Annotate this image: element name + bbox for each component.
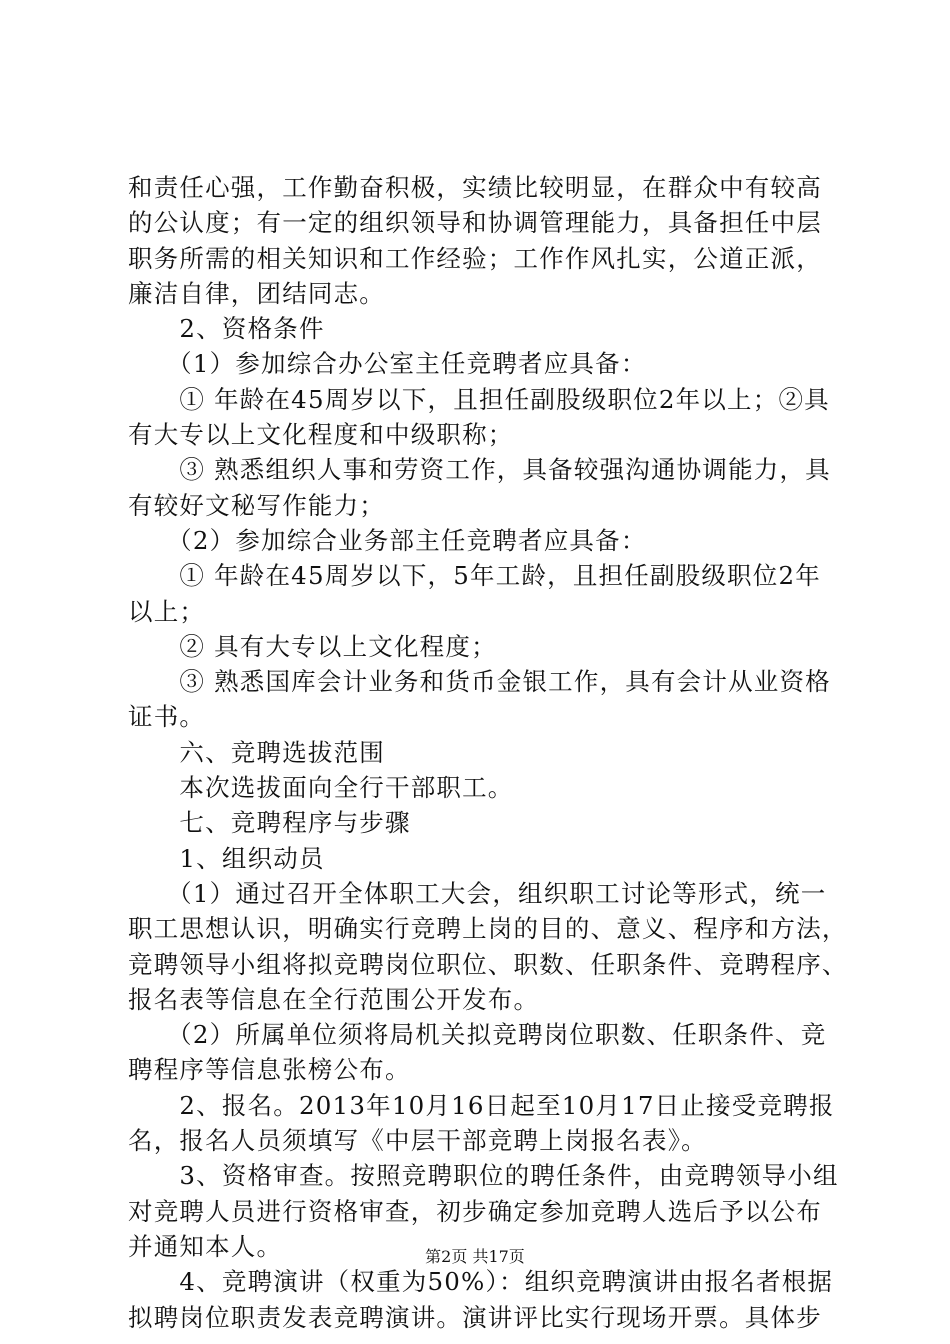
text-line: 竞聘领导小组将拟竞聘岗位职位、职数、任职条件、竞聘程序、 [128, 949, 848, 979]
text-line: ③ 熟悉国库会计业务和货币金银工作，具有会计从业资格 [128, 667, 831, 697]
text-line: （2）所属单位须将局机关拟竞聘岗位职数、任职条件、竞 [128, 1020, 827, 1050]
section-heading: 七、竞聘程序与步骤 [128, 808, 411, 838]
text-line: 2、报名。2013年10月16日起至10月17日止接受竞聘报 [128, 1090, 835, 1120]
text-line: 本次选拔面向全行干部职工。 [128, 773, 514, 803]
text-line: ① 年龄在45周岁以下，5年工龄，且担任副股级职位2年 [128, 561, 821, 591]
text-line: 证书。 [128, 702, 206, 732]
section-heading: 六、竞聘选拔范围 [128, 737, 385, 767]
text-line: 名，报名人员须填写《中层干部竞聘上岗报名表》。 [128, 1126, 707, 1156]
text-line: 职工思想认识，明确实行竞聘上岗的目的、意义、程序和方法， [128, 914, 848, 944]
text-line: （2）参加综合业务部主任竞聘者应具备： [128, 525, 647, 555]
text-line: 的公认度；有一定的组织领导和协调管理能力，具备担任中层 [128, 208, 822, 238]
document-body [128, 170, 848, 1335]
text-line: 聘程序等信息张榜公布。 [128, 1055, 411, 1085]
text-line: （1）通过召开全体职工大会，组织职工讨论等形式，统一 [128, 878, 827, 908]
text-line: 4、竞聘演讲（权重为50%）：组织竞聘演讲由报名者根据 [128, 1267, 834, 1297]
page-number: 第2页 共17页 [425, 1247, 525, 1266]
text-line: 有大专以上文化程度和中级职称； [128, 420, 514, 450]
text-line: 并通知本人。 [128, 1231, 283, 1261]
section-heading: 2、资格条件 [128, 314, 325, 344]
text-line: 廉洁自律，团结同志。 [128, 278, 385, 308]
text-line: 拟聘岗位职责发表竞聘演讲。演讲评比实行现场开票。具体步 [128, 1302, 822, 1332]
text-line: 以上； [128, 596, 206, 626]
text-line: ① 年龄在45周岁以下，且担任副股级职位2年以上；②具 [128, 384, 830, 414]
text-line: ③ 熟悉组织人事和劳资工作，具备较强沟通协调能力，具 [128, 455, 831, 485]
text-line: 和责任心强，工作勤奋积极，实绩比较明显，在群众中有较高 [128, 173, 822, 202]
section-heading: 1、组织动员 [128, 843, 325, 873]
text-line: （1）参加综合办公室主任竞聘者应具备： [128, 349, 647, 379]
text-line: 对竞聘人员进行资格审查，初步确定参加竞聘人选后予以公布 [128, 1196, 822, 1226]
page-footer [0, 1244, 950, 1267]
text-line: 有较好文秘写作能力； [128, 490, 385, 520]
text-line: 3、资格审查。按照竞聘职位的聘任条件，由竞聘领导小组 [128, 1161, 839, 1191]
text-line: 职务所需的相关知识和工作经验；工作作风扎实，公道正派， [128, 243, 822, 273]
text-line: 报名表等信息在全行范围公开发布。 [128, 984, 540, 1014]
text-line: ② 具有大专以上文化程度； [128, 631, 497, 661]
